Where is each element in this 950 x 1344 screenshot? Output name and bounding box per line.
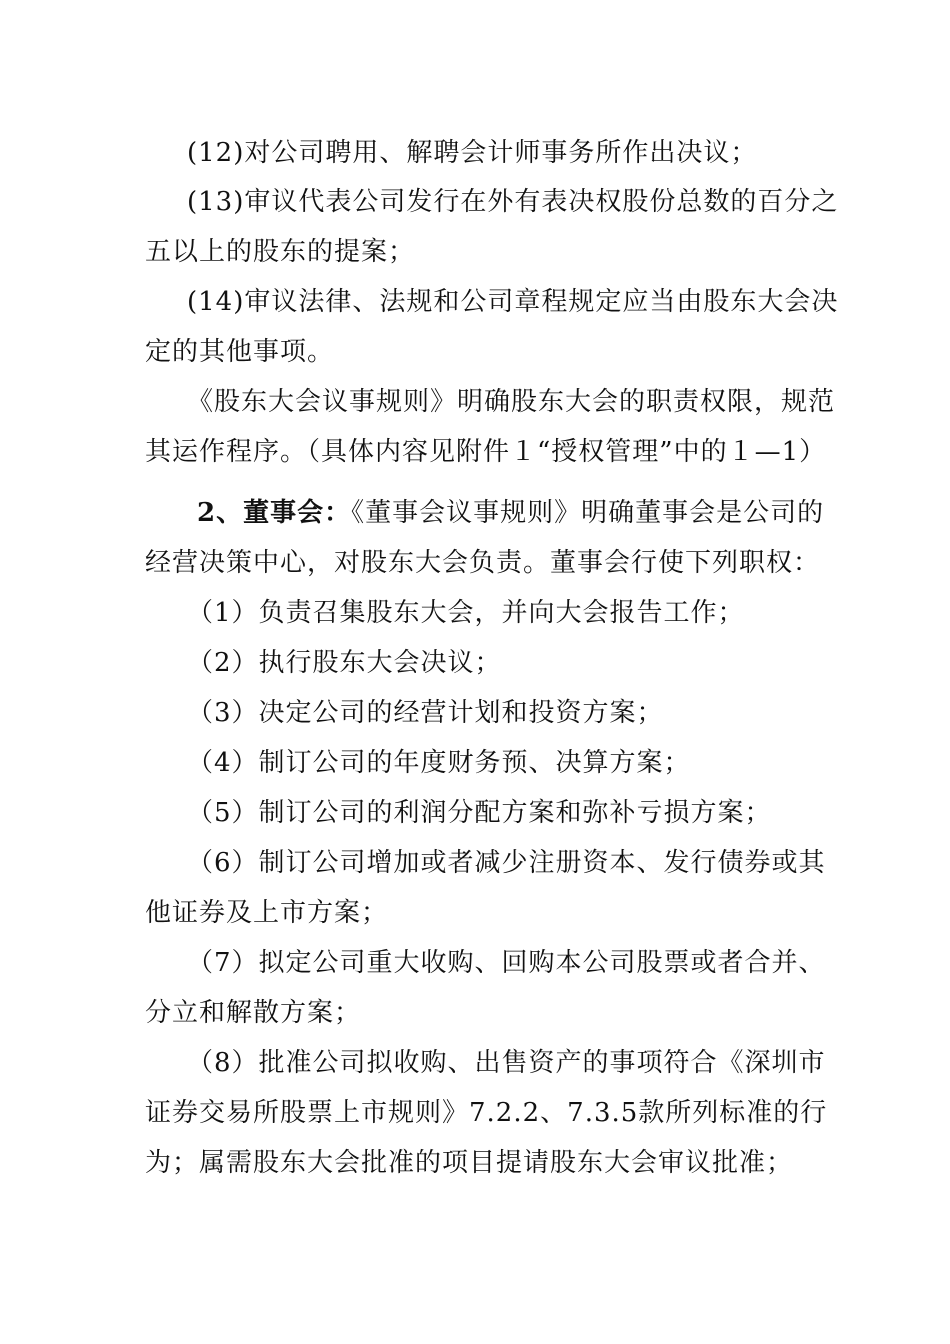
paragraph-line: 定的其他事项。 <box>145 337 335 367</box>
paragraph-line: 五以上的股东的提案； <box>145 237 416 267</box>
list-item: （1）负责召集股东大会，并向大会报告工作； <box>187 598 745 628</box>
list-item: （2）执行股东大会决议； <box>187 648 502 678</box>
paragraph-line: (14)审议法律、法规和公司章程规定应当由股东大会决 <box>187 287 839 317</box>
list-item-continuation: 分立和解散方案； <box>145 998 362 1028</box>
list-item: （8）批准公司拟收购、出售资产的事项符合《深圳市 <box>187 1048 826 1078</box>
paragraph-line: 其运作程序。（具体内容见附件１“授权管理”中的１—1） <box>145 437 827 467</box>
board-heading: 2、董事会： <box>197 498 352 528</box>
list-item-continuation: 证券交易所股票上市规则》7.2.2、7.3.5款所列标准的行 <box>145 1098 828 1128</box>
list-item-continuation: 为；属需股东大会批准的项目提请股东大会审议批准； <box>145 1148 794 1178</box>
paragraph-text: 《董事会议事规则》明确董事会是公司的 <box>351 498 825 528</box>
paragraph-line: (13)审议代表公司发行在外有表决权股份总数的百分之 <box>187 187 839 217</box>
list-item: （4）制订公司的年度财务预、决算方案； <box>187 748 691 778</box>
paragraph-line: (12)对公司聘用、解聘会计师事务所作出决议； <box>187 138 758 168</box>
list-item: （3）决定公司的经营计划和投资方案； <box>187 698 664 728</box>
list-item-continuation: 他证券及上市方案； <box>145 898 389 928</box>
paragraph-line: 《股东大会议事规则》明确股东大会的职责权限，规范 <box>187 387 836 417</box>
list-item: （6）制订公司增加或者减少注册资本、发行债券或其 <box>187 848 826 878</box>
paragraph-line: 经营决策中心，对股东大会负责。董事会行使下列职权： <box>145 548 821 578</box>
list-item: （5）制订公司的利润分配方案和弥补亏损方案； <box>187 798 772 828</box>
board-paragraph-first-line <box>197 498 877 528</box>
list-item: （7）拟定公司重大收购、回购本公司股票或者合并、 <box>187 948 826 978</box>
